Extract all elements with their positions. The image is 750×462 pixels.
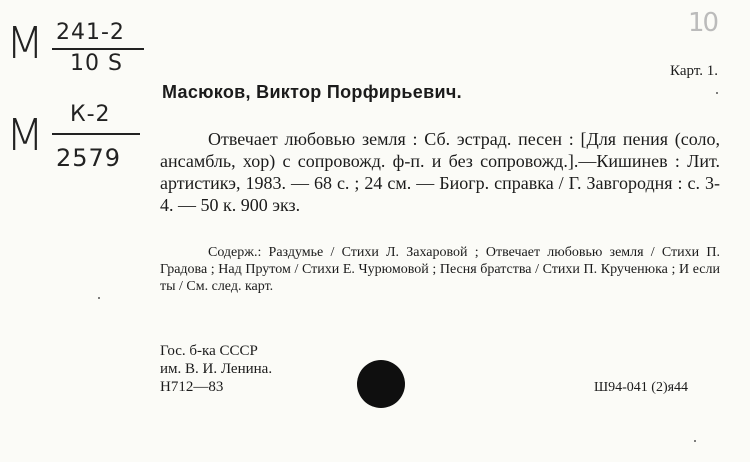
corner-number: 10 bbox=[688, 8, 718, 38]
card-punch-hole bbox=[357, 360, 405, 408]
library-imprint bbox=[160, 342, 272, 396]
bibliographic-description: Отвечает любовью земля : Сб. эстрад. песен : [Для пения (соло, ансамбль, хор) с сопровожд. ф-п. и без сопровожд.].—Кишинев : Лит. артистикэ, 1983. — 68 с. ; 24 см. — Биогр. справка / Г. Завгородня : с. 3-4. — 50 к. 900 экз. bbox=[160, 129, 720, 215]
shelf-mark-divider-2 bbox=[52, 133, 140, 135]
catalog-code: Ш94-041 (2)я44 bbox=[594, 380, 689, 395]
shelf-mark-bottom-2: 2579 bbox=[56, 144, 122, 172]
shelf-mark-divider-1 bbox=[52, 48, 144, 50]
library-line-3: Н712—83 bbox=[160, 379, 224, 395]
shelf-mark-bottom-1: 10 S bbox=[70, 51, 123, 76]
shelf-mark-top-1: 241-2 bbox=[56, 20, 125, 45]
speck bbox=[98, 297, 100, 299]
shelf-mark-top-2: К-2 bbox=[70, 102, 111, 127]
shelf-mark-letter-2: М bbox=[6, 110, 44, 161]
library-line-1: Гос. б-ка СССР bbox=[160, 343, 258, 359]
shelf-mark-letter-1: М bbox=[6, 18, 44, 69]
speck bbox=[716, 92, 718, 94]
contents-note: Содерж.: Раздумье / Стихи Л. Захаровой ; Отвечает любовью земля / Стихи П. Градова ; Над Прутом / Стихи Е. Чурюмовой ; Песня братства / Стихи П. Крученюка ; И если ты / См. след. карт. bbox=[160, 245, 720, 294]
library-line-2: им. В. И. Ленина. bbox=[160, 361, 273, 377]
author-heading: Масюков, Виктор Порфирьевич. bbox=[162, 82, 462, 102]
speck bbox=[694, 440, 696, 442]
card-number: Карт. 1. bbox=[670, 63, 718, 79]
